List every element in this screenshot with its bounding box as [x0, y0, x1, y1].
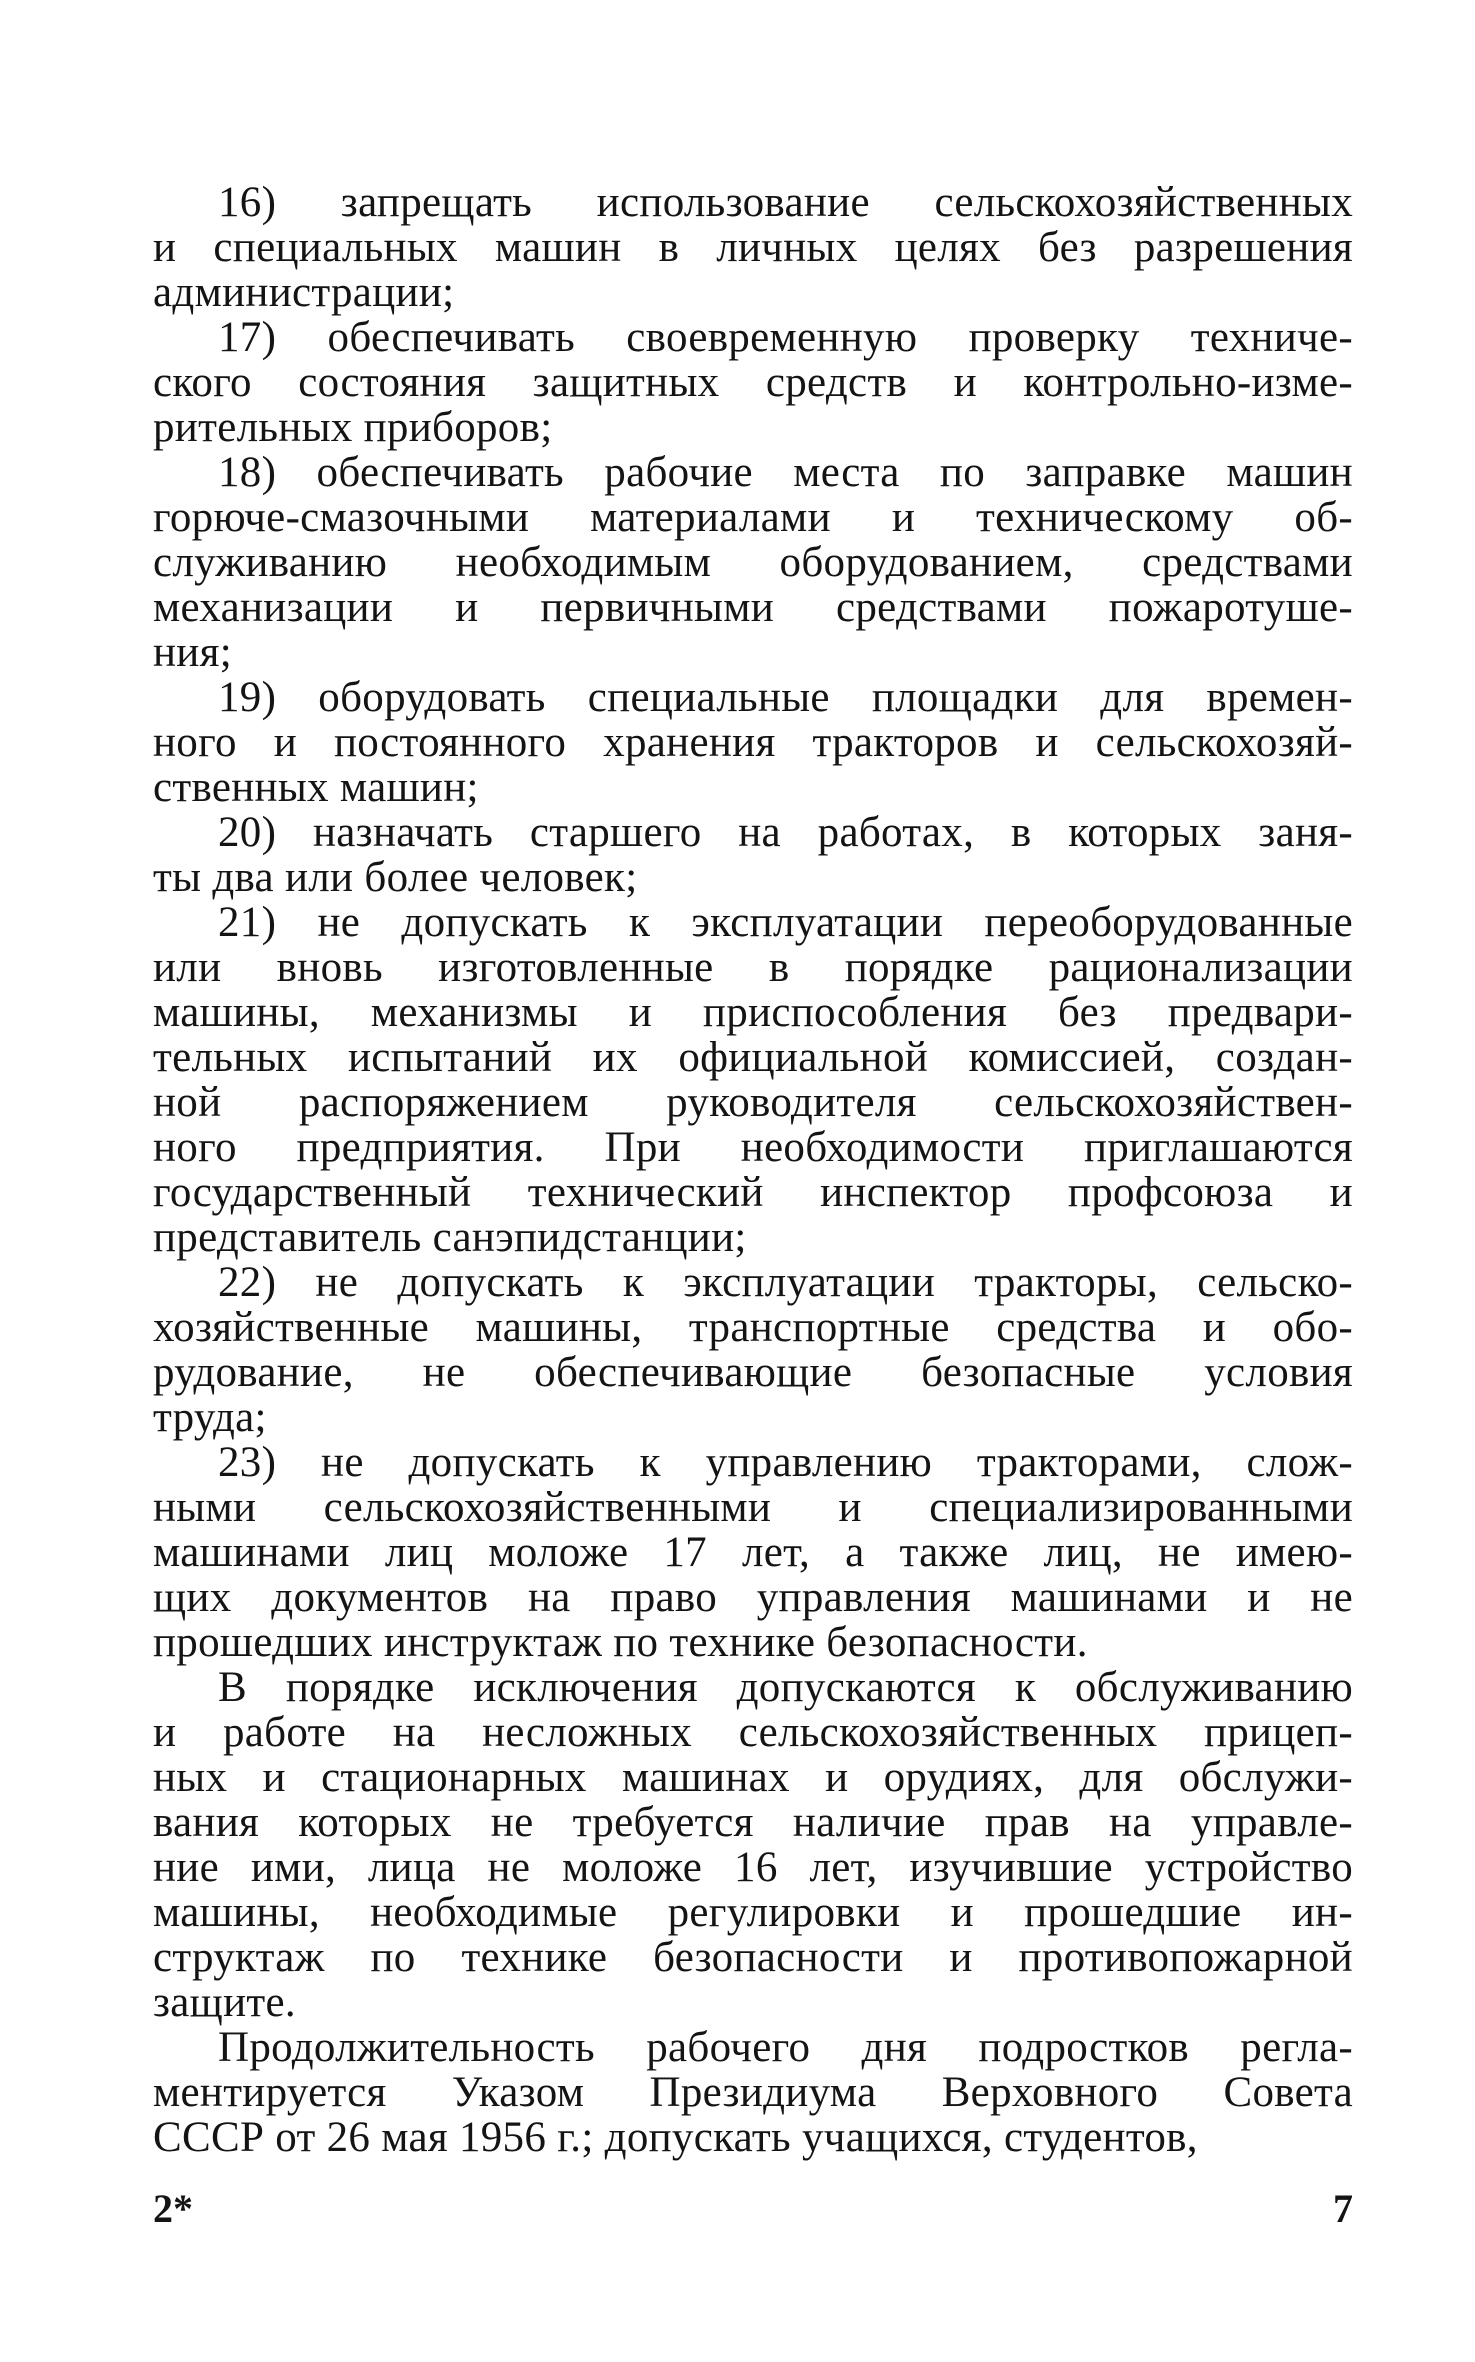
text-line: структаж по технике безопасности и противопожарной — [153, 1934, 1353, 1981]
paragraph — [153, 180, 1353, 315]
text-line: ты два или более человек; — [153, 854, 638, 901]
paragraph — [153, 1260, 1353, 1440]
paragraph — [153, 900, 1353, 1260]
text-line: ными сельскохозяйственными и специализированными — [153, 1484, 1353, 1531]
text-line: 18) обеспечивать рабочие места по заправке машин — [218, 449, 1353, 496]
text-line: защите. — [153, 1979, 296, 2026]
text-line: 16) запрещать использование сельскохозяйственных — [218, 179, 1353, 226]
text-line: или вновь изготовленные в порядке рационализации — [153, 944, 1353, 991]
text-line: государственный технический инспектор профсоюза и — [153, 1169, 1353, 1216]
paragraph — [153, 810, 1353, 900]
text-line: машины, необходимые регулировки и прошедшие ин- — [153, 1889, 1353, 1936]
text-line: прошедших инструктаж по технике безопасности. — [153, 1619, 1088, 1666]
text-line: машинами лиц моложе 17 лет, а также лиц, не имею- — [153, 1529, 1353, 1576]
text-line: ственных машин; — [153, 764, 479, 811]
signature-mark: 2* — [153, 2186, 193, 2231]
text-line: рительных приборов; — [153, 404, 553, 451]
text-line: 17) обеспечивать своевременную проверку техниче- — [218, 314, 1353, 361]
paragraph — [153, 675, 1353, 810]
text-line: ского состояния защитных средств и контрольно-изме- — [153, 359, 1353, 406]
text-line: ной распоряжением руководителя сельскохозяйствен- — [153, 1079, 1353, 1126]
text-line: 19) оборудовать специальные площадки для времен- — [218, 674, 1353, 721]
text-line: вания которых не требуется наличие прав на управле- — [153, 1799, 1353, 1846]
text-line: представитель санэпидстанции; — [153, 1214, 747, 1261]
text-line: Продолжительность рабочего дня подростков регла- — [218, 2024, 1353, 2071]
text-line: труда; — [153, 1394, 267, 1441]
paragraph — [153, 315, 1353, 450]
text-line: и специальных машин в личных целях без разрешения — [153, 224, 1353, 271]
text-line: 21) не допускать к эксплуатации переоборудованные — [218, 899, 1353, 946]
page-footer — [153, 2185, 1353, 2235]
text-line: 20) назначать старшего на работах, в которых заня- — [218, 809, 1353, 856]
text-line: хозяйственные машины, транспортные средства и обо- — [153, 1304, 1353, 1351]
text-line: администрации; — [153, 269, 455, 316]
text-line: щих документов на право управления машинами и не — [153, 1574, 1353, 1621]
text-line: ние ими, лица не моложе 16 лет, изучившие устройство — [153, 1844, 1353, 1891]
page-number: 7 — [1333, 2186, 1353, 2231]
text-line: тельных испытаний их официальной комиссией, создан- — [153, 1034, 1353, 1081]
text-line: СССР от 26 мая 1956 г.; допускать учащихся, студентов, — [153, 2114, 1198, 2161]
text-line: 23) не допускать к управлению тракторами, слож- — [218, 1439, 1353, 1486]
text-line: ного предприятия. При необходимости приглашаются — [153, 1124, 1353, 1171]
text-line: механизации и первичными средствами пожаротуше- — [153, 584, 1353, 631]
body-text — [153, 180, 1353, 2160]
text-line: служиванию необходимым оборудованием, средствами — [153, 539, 1353, 586]
text-line: машины, механизмы и приспособления без предвари- — [153, 989, 1353, 1036]
paragraph — [153, 2025, 1353, 2160]
paragraph — [153, 450, 1353, 675]
text-line: ных и стационарных машинах и орудиях, для обслужи- — [153, 1754, 1353, 1801]
text-line: В порядке исключения допускаются к обслуживанию — [218, 1664, 1353, 1711]
text-line: рудование, не обеспечивающие безопасные условия — [153, 1349, 1353, 1396]
text-line: и работе на несложных сельскохозяйственных прицеп- — [153, 1709, 1353, 1756]
paragraph — [153, 1440, 1353, 1665]
text-line: горюче-смазочными материалами и техническому об- — [153, 494, 1353, 541]
text-line: ного и постоянного хранения тракторов и сельскохозяй- — [153, 719, 1353, 766]
paragraph — [153, 1665, 1353, 2025]
text-line: ментируется Указом Президиума Верховного Совета — [153, 2069, 1353, 2116]
text-line: ния; — [153, 629, 232, 676]
text-line: 22) не допускать к эксплуатации тракторы, сельско- — [218, 1259, 1353, 1306]
